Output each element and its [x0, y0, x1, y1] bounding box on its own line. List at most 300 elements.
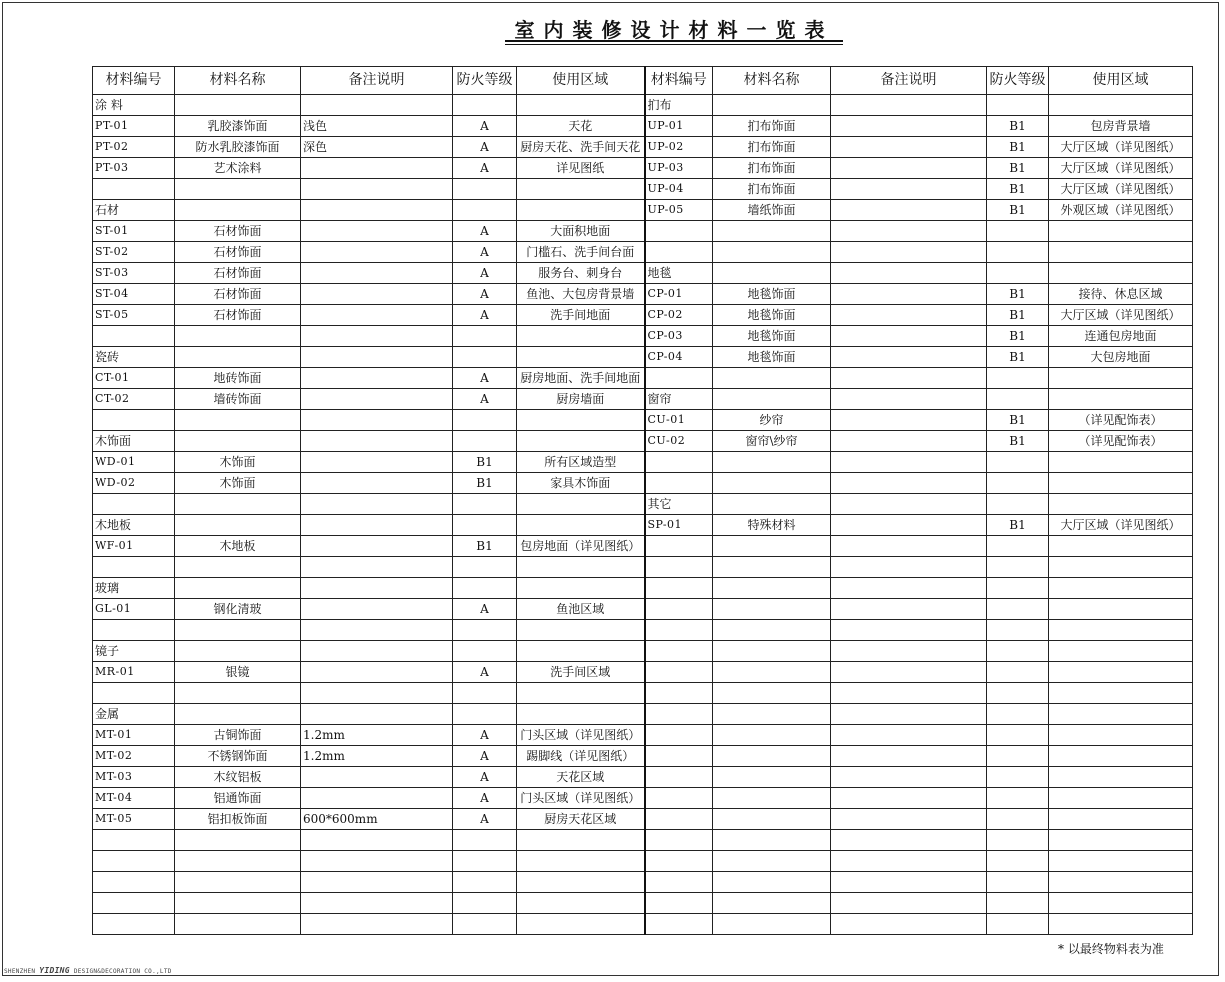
material-note-right: [831, 431, 987, 452]
usage-area-right: [1049, 599, 1193, 620]
material-note-right: [831, 893, 987, 914]
usage-area-right: [1049, 494, 1193, 515]
material-name: 木地板: [175, 536, 301, 557]
table-row: [93, 284, 1193, 305]
material-code-right: [645, 473, 713, 494]
material-note-right: [831, 179, 987, 200]
material-note: [301, 200, 453, 221]
material-note: [301, 431, 453, 452]
table-row: [93, 116, 1193, 137]
table-row: [93, 704, 1193, 725]
fire-rating-right: [987, 830, 1049, 851]
material-note-right: [831, 725, 987, 746]
material-note-right: [831, 746, 987, 767]
fire-rating: A: [453, 662, 517, 683]
usage-area-right: [1049, 473, 1193, 494]
usage-area: [517, 494, 645, 515]
fire-rating-right: B1: [987, 347, 1049, 368]
fire-rating: [453, 557, 517, 578]
usage-area: 大面积地面: [517, 221, 645, 242]
fire-rating-right: [987, 536, 1049, 557]
material-code-right: UP-04: [645, 179, 713, 200]
material-code-right: [645, 893, 713, 914]
fire-rating-right: [987, 725, 1049, 746]
material-name: 石材饰面: [175, 242, 301, 263]
usage-area: 所有区域造型: [517, 452, 645, 473]
fire-rating: A: [453, 389, 517, 410]
table-row: [93, 494, 1193, 515]
material-note: [301, 452, 453, 473]
material-code-right: UP-03: [645, 158, 713, 179]
material-name: [175, 641, 301, 662]
usage-area: 包房地面（详见图纸）: [517, 536, 645, 557]
usage-area-right: 大包房地面: [1049, 347, 1193, 368]
table-row: [93, 893, 1193, 914]
material-name: [175, 893, 301, 914]
material-name: 艺术涂料: [175, 158, 301, 179]
material-note: [301, 242, 453, 263]
material-note-right: [831, 347, 987, 368]
material-code-right: CU-02: [645, 431, 713, 452]
usage-area: 厨房墙面: [517, 389, 645, 410]
usage-area: [517, 431, 645, 452]
category-label: 玻璃: [93, 578, 175, 599]
company-suffix: DESIGN&DECORATION CO.,LTD: [69, 968, 172, 975]
material-note-right: [831, 641, 987, 662]
material-name: [175, 179, 301, 200]
material-note: [301, 305, 453, 326]
fire-rating: [453, 494, 517, 515]
usage-area: 厨房天花、洗手间天花: [517, 137, 645, 158]
header-note: 备注说明: [301, 67, 453, 95]
material-name-right: 地毯饰面: [713, 284, 831, 305]
material-name: [175, 326, 301, 347]
table-row: [93, 767, 1193, 788]
material-note-right: [831, 389, 987, 410]
header-code: 材料编号: [93, 67, 175, 95]
fire-rating: B1: [453, 473, 517, 494]
fire-rating-right: [987, 872, 1049, 893]
material-note: [301, 158, 453, 179]
material-name: 木饰面: [175, 452, 301, 473]
category-label: 石材: [93, 200, 175, 221]
material-code: ST-05: [93, 305, 175, 326]
material-name-right: [713, 452, 831, 473]
table-row: [93, 536, 1193, 557]
material-note-right: [831, 599, 987, 620]
material-name: [175, 620, 301, 641]
fire-rating: [453, 641, 517, 662]
material-code: PT-01: [93, 116, 175, 137]
material-note: [301, 557, 453, 578]
material-code: MT-02: [93, 746, 175, 767]
material-name-right: 特殊材料: [713, 515, 831, 536]
material-name: 乳胶漆饰面: [175, 116, 301, 137]
material-name-right: [713, 221, 831, 242]
material-name-right: [713, 473, 831, 494]
category-label-right: 窗帘: [645, 389, 713, 410]
material-code-right: UP-02: [645, 137, 713, 158]
material-code: [93, 683, 175, 704]
material-name: [175, 914, 301, 935]
usage-area-right: [1049, 788, 1193, 809]
material-code: [93, 830, 175, 851]
header-area: 使用区域: [517, 67, 645, 95]
material-note-right: [831, 536, 987, 557]
material-code: [93, 179, 175, 200]
usage-area: 详见图纸: [517, 158, 645, 179]
usage-area-right: [1049, 893, 1193, 914]
usage-area: [517, 704, 645, 725]
material-code-right: SP-01: [645, 515, 713, 536]
material-note: 深色: [301, 137, 453, 158]
fire-rating-right: [987, 452, 1049, 473]
usage-area-right: [1049, 641, 1193, 662]
table-row: [93, 410, 1193, 431]
material-code: MT-01: [93, 725, 175, 746]
material-code: ST-04: [93, 284, 175, 305]
header-name-right: 材料名称: [713, 67, 831, 95]
material-note-right: [831, 851, 987, 872]
usage-area: [517, 347, 645, 368]
material-name-right: [713, 662, 831, 683]
table-row: [93, 473, 1193, 494]
fire-rating: [453, 851, 517, 872]
material-name-right: [713, 578, 831, 599]
fire-rating-right: [987, 620, 1049, 641]
table-row: [93, 242, 1193, 263]
material-name: 石材饰面: [175, 221, 301, 242]
material-code: [93, 494, 175, 515]
material-name-right: 地毯饰面: [713, 347, 831, 368]
material-note-right: [831, 662, 987, 683]
table-row: [93, 557, 1193, 578]
fire-rating: A: [453, 221, 517, 242]
material-note-right: [831, 368, 987, 389]
fire-rating-right: [987, 578, 1049, 599]
material-name-right: 纱帘: [713, 410, 831, 431]
material-note-right: [831, 263, 987, 284]
material-code-right: CP-03: [645, 326, 713, 347]
material-code-right: [645, 578, 713, 599]
fire-rating-right: B1: [987, 158, 1049, 179]
material-code: WD-02: [93, 473, 175, 494]
material-name-right: 窗帘\纱帘: [713, 431, 831, 452]
table-row: [93, 452, 1193, 473]
material-note: 1.2mm: [301, 746, 453, 767]
material-note: [301, 851, 453, 872]
material-code-right: [645, 599, 713, 620]
fire-rating: [453, 347, 517, 368]
usage-area-right: [1049, 872, 1193, 893]
fire-rating-right: [987, 641, 1049, 662]
material-note-right: [831, 620, 987, 641]
material-name: 石材饰面: [175, 284, 301, 305]
fire-rating-right: B1: [987, 179, 1049, 200]
material-code: [93, 893, 175, 914]
material-name-right: [713, 95, 831, 116]
fire-rating-right: [987, 599, 1049, 620]
material-note: [301, 893, 453, 914]
usage-area-right: [1049, 830, 1193, 851]
usage-area-right: 外观区域（详见图纸）: [1049, 200, 1193, 221]
material-code: WD-01: [93, 452, 175, 473]
material-name: 木纹铝板: [175, 767, 301, 788]
material-code-right: [645, 452, 713, 473]
table-row: [93, 305, 1193, 326]
fire-rating: A: [453, 263, 517, 284]
material-code: CT-01: [93, 368, 175, 389]
material-code-right: [645, 641, 713, 662]
material-note-right: [831, 95, 987, 116]
material-name: [175, 95, 301, 116]
usage-area: 鱼池、大包房背景墙: [517, 284, 645, 305]
table-row: [93, 221, 1193, 242]
fire-rating-right: [987, 221, 1049, 242]
material-note-right: [831, 767, 987, 788]
material-code: MR-01: [93, 662, 175, 683]
material-note: [301, 515, 453, 536]
material-note: [301, 95, 453, 116]
fire-rating-right: [987, 263, 1049, 284]
material-note: [301, 704, 453, 725]
fire-rating-right: B1: [987, 284, 1049, 305]
usage-area: [517, 872, 645, 893]
title-underline-thin: [505, 44, 843, 45]
material-note: [301, 662, 453, 683]
table-row: [93, 788, 1193, 809]
material-name-right: [713, 767, 831, 788]
fire-rating: [453, 893, 517, 914]
material-note-right: [831, 326, 987, 347]
usage-area-right: [1049, 389, 1193, 410]
material-code: ST-03: [93, 263, 175, 284]
material-name-right: 扪布饰面: [713, 116, 831, 137]
category-label-right: 地毯: [645, 263, 713, 284]
material-name: 石材饰面: [175, 263, 301, 284]
usage-area: [517, 326, 645, 347]
material-code-right: [645, 620, 713, 641]
usage-area-right: [1049, 242, 1193, 263]
usage-area: [517, 641, 645, 662]
fire-rating: [453, 578, 517, 599]
table-body: [93, 95, 1193, 935]
material-note-right: [831, 557, 987, 578]
material-name-right: 地毯饰面: [713, 326, 831, 347]
material-code: ST-02: [93, 242, 175, 263]
fire-rating: [453, 683, 517, 704]
usage-area-right: [1049, 95, 1193, 116]
table-row: [93, 683, 1193, 704]
material-name-right: 地毯饰面: [713, 305, 831, 326]
usage-area: 家具木饰面: [517, 473, 645, 494]
fire-rating-right: [987, 389, 1049, 410]
usage-area: 天花: [517, 116, 645, 137]
usage-area-right: [1049, 263, 1193, 284]
usage-area-right: [1049, 914, 1193, 935]
usage-area-right: 大厅区域（详见图纸）: [1049, 515, 1193, 536]
fire-rating-right: [987, 683, 1049, 704]
table-row: [93, 95, 1193, 116]
fire-rating: [453, 410, 517, 431]
material-code-right: [645, 809, 713, 830]
material-note: [301, 599, 453, 620]
material-name-right: [713, 641, 831, 662]
usage-area: [517, 620, 645, 641]
usage-area: 洗手间区域: [517, 662, 645, 683]
material-name-right: [713, 872, 831, 893]
material-name: [175, 683, 301, 704]
material-note-right: [831, 200, 987, 221]
table-row: [93, 431, 1193, 452]
usage-area-right: [1049, 620, 1193, 641]
usage-area: [517, 830, 645, 851]
category-label: 木饰面: [93, 431, 175, 452]
usage-area-right: [1049, 704, 1193, 725]
material-note-right: [831, 515, 987, 536]
material-note-right: [831, 158, 987, 179]
material-code-right: [645, 872, 713, 893]
usage-area: [517, 914, 645, 935]
material-note: [301, 389, 453, 410]
material-note-right: [831, 305, 987, 326]
table-row: [93, 263, 1193, 284]
material-note-right: [831, 830, 987, 851]
material-name-right: [713, 368, 831, 389]
material-note: [301, 326, 453, 347]
material-code-right: [645, 851, 713, 872]
material-code: [93, 872, 175, 893]
usage-area-right: [1049, 662, 1193, 683]
fire-rating-right: B1: [987, 116, 1049, 137]
usage-area: [517, 200, 645, 221]
material-code: PT-03: [93, 158, 175, 179]
material-note-right: [831, 242, 987, 263]
fire-rating: [453, 431, 517, 452]
usage-area: 踢脚线（详见图纸）: [517, 746, 645, 767]
material-name: [175, 704, 301, 725]
material-code-right: CP-02: [645, 305, 713, 326]
fire-rating: A: [453, 158, 517, 179]
fire-rating-right: B1: [987, 515, 1049, 536]
usage-area-right: [1049, 809, 1193, 830]
material-note: [301, 263, 453, 284]
category-label-right: 扪布: [645, 95, 713, 116]
footnote: * 以最终物料表为准: [1058, 942, 1164, 956]
material-note: [301, 683, 453, 704]
category-label: 金属: [93, 704, 175, 725]
material-code: PT-02: [93, 137, 175, 158]
fire-rating-right: [987, 557, 1049, 578]
material-note-right: [831, 704, 987, 725]
material-name-right: [713, 263, 831, 284]
usage-area: 厨房地面、洗手间地面: [517, 368, 645, 389]
header-fire: 防火等级: [453, 67, 517, 95]
header-name: 材料名称: [175, 67, 301, 95]
category-label-right: 其它: [645, 494, 713, 515]
header-code-right: 材料编号: [645, 67, 713, 95]
fire-rating: A: [453, 116, 517, 137]
fire-rating: [453, 179, 517, 200]
fire-rating-right: [987, 242, 1049, 263]
material-name-right: 扪布饰面: [713, 179, 831, 200]
material-name-right: [713, 242, 831, 263]
material-note-right: [831, 914, 987, 935]
material-note: 浅色: [301, 116, 453, 137]
material-code-right: [645, 242, 713, 263]
table-row: [93, 641, 1193, 662]
material-code-right: UP-05: [645, 200, 713, 221]
material-name: [175, 851, 301, 872]
table-row: [93, 158, 1193, 179]
material-name-right: [713, 620, 831, 641]
material-name: 银镜: [175, 662, 301, 683]
fire-rating-right: [987, 893, 1049, 914]
table-row: [93, 179, 1193, 200]
usage-area: [517, 179, 645, 200]
material-code-right: [645, 557, 713, 578]
table-row: [93, 809, 1193, 830]
usage-area: 天花区域: [517, 767, 645, 788]
material-code-right: [645, 767, 713, 788]
material-name-right: [713, 851, 831, 872]
material-code-right: [645, 704, 713, 725]
fire-rating: A: [453, 725, 517, 746]
materials-table: [92, 66, 1193, 935]
usage-area-right: 大厅区域（详见图纸）: [1049, 179, 1193, 200]
usage-area-right: [1049, 683, 1193, 704]
company-brand: YIDING: [39, 966, 70, 975]
fire-rating: A: [453, 368, 517, 389]
material-code: [93, 557, 175, 578]
category-label: 瓷砖: [93, 347, 175, 368]
fire-rating-right: B1: [987, 410, 1049, 431]
material-code: ST-01: [93, 221, 175, 242]
material-code-right: [645, 725, 713, 746]
fire-rating-right: [987, 494, 1049, 515]
title-underline: [505, 40, 843, 42]
material-code-right: [645, 683, 713, 704]
fire-rating-right: [987, 473, 1049, 494]
material-code: [93, 620, 175, 641]
material-note: 1.2mm: [301, 725, 453, 746]
usage-area: 门槛石、洗手间台面: [517, 242, 645, 263]
material-name-right: 墙纸饰面: [713, 200, 831, 221]
table-row: [93, 368, 1193, 389]
material-code-right: [645, 746, 713, 767]
material-note: [301, 473, 453, 494]
fire-rating: A: [453, 788, 517, 809]
usage-area: 洗手间地面: [517, 305, 645, 326]
table-row: [93, 200, 1193, 221]
material-name-right: [713, 788, 831, 809]
usage-area-right: 包房背景墙: [1049, 116, 1193, 137]
fire-rating: [453, 704, 517, 725]
material-code: GL-01: [93, 599, 175, 620]
material-name: [175, 494, 301, 515]
material-code-right: CP-01: [645, 284, 713, 305]
material-name-right: [713, 557, 831, 578]
usage-area: [517, 851, 645, 872]
fire-rating: A: [453, 767, 517, 788]
material-note-right: [831, 452, 987, 473]
material-note-right: [831, 578, 987, 599]
table-row: [93, 599, 1193, 620]
material-note: [301, 494, 453, 515]
material-note: [301, 578, 453, 599]
fire-rating: [453, 914, 517, 935]
material-note-right: [831, 809, 987, 830]
